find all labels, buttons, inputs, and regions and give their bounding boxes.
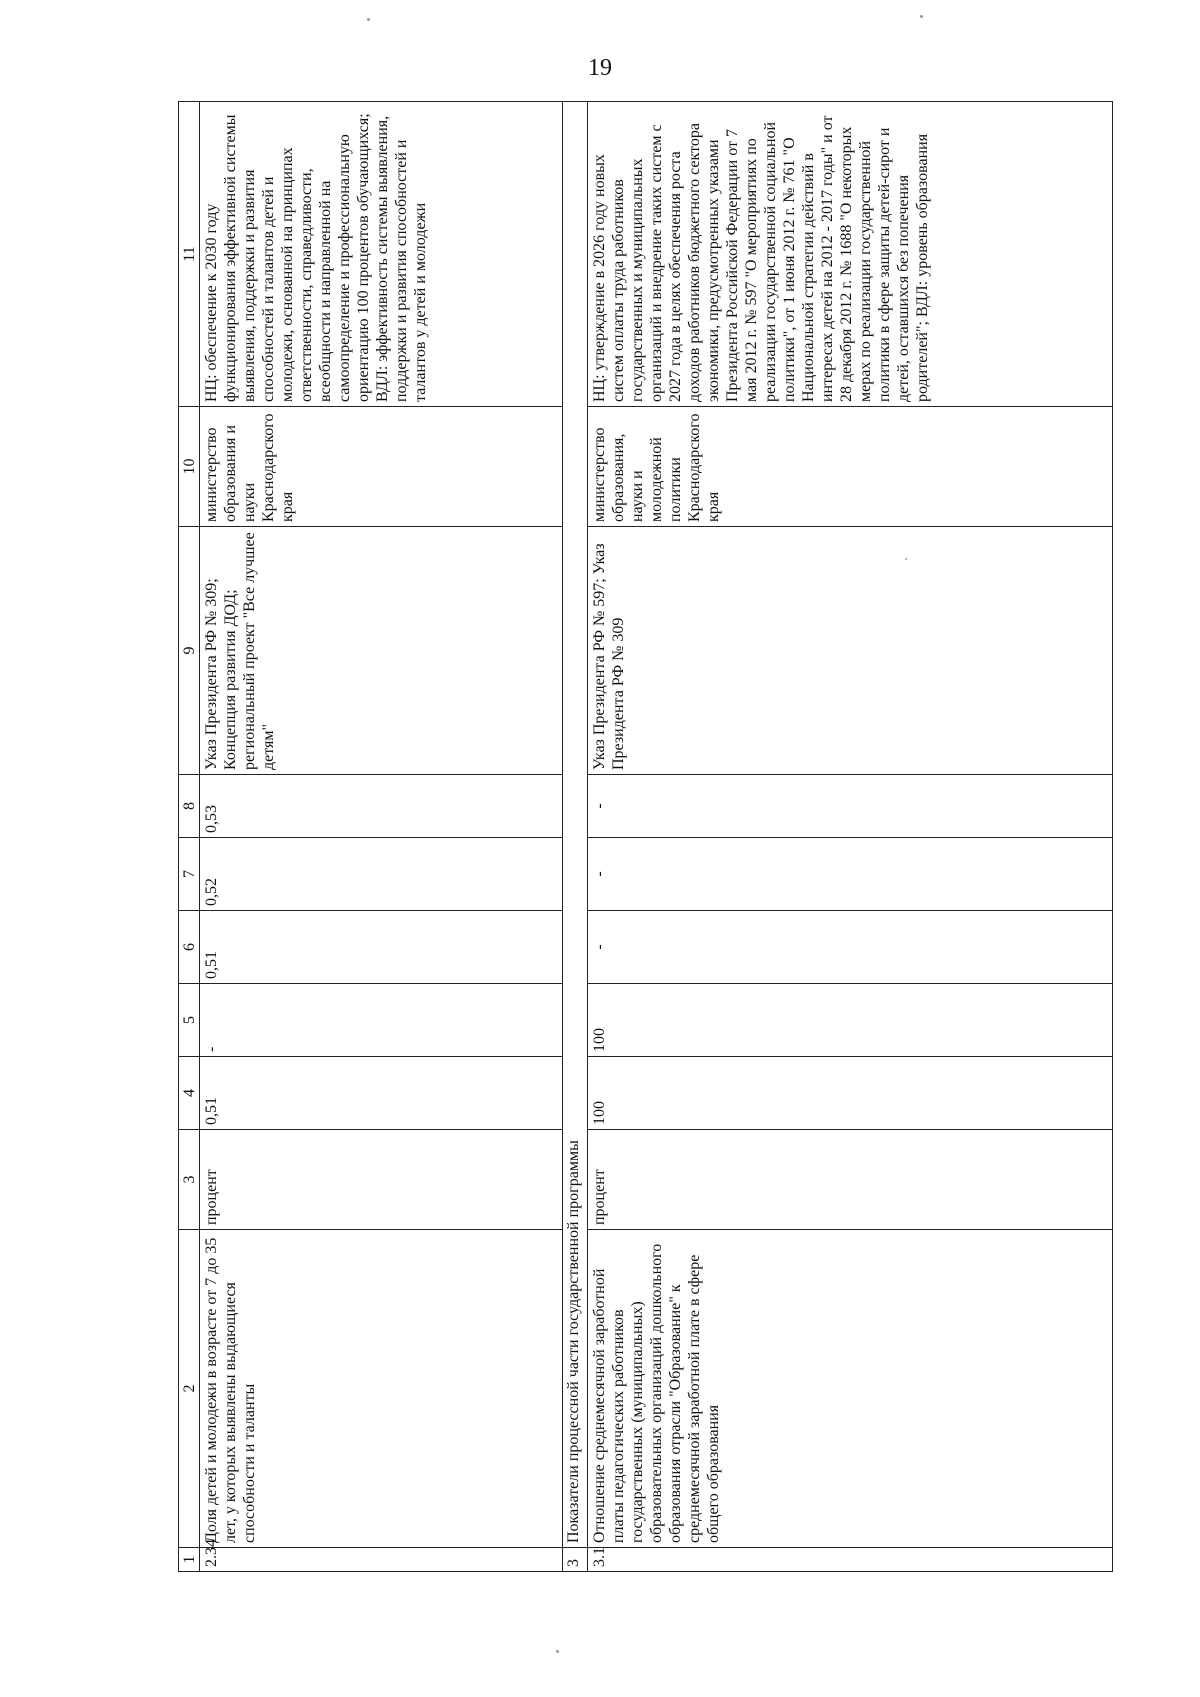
indicator-name: Доля детей и молодежи в возрасте от 7 до 35 лет, у которых выявлены выдающиеся способности и таланты	[200, 1230, 563, 1548]
scan-speck	[556, 1650, 559, 1653]
header-cell: 5	[179, 984, 200, 1057]
legal-basis: Указ Президента РФ № 597; Указ Президента РФ № 309	[588, 527, 1113, 775]
header-cell: 10	[179, 407, 200, 527]
value-cell: 100	[588, 984, 1113, 1057]
value-cell: -	[200, 984, 563, 1057]
value-cell: 0,52	[200, 838, 563, 911]
value-cell: 100	[588, 1057, 1113, 1130]
row-number: 3.1	[588, 1548, 1113, 1572]
header-cell: 4	[179, 1057, 200, 1130]
header-cell: 1	[179, 1548, 200, 1572]
rotated-table-container	[178, 102, 1113, 1572]
legal-basis: Указ Президента РФ № 309; Концепция развития ДОД; региональный проект "Все лучшее детям"	[200, 527, 563, 775]
header-cell: 2	[179, 1230, 200, 1548]
goal-link: НЦ: утверждение в 2026 году новых систем оплаты труда работников государственных и муниципальных организаций и внедрение таких систем с 2027 года в целях обеспечения роста доходов работников бюджетного сектора экономики, предусмотренных указами Президента Российской Федерации от 7 мая 2012 г. № 597 "О мероприятиях по реализации государственной социальной политики", от 1 июня 2012 г. № 761 "О Национальной стратегии действий в интересах детей на 2012 - 2017 годы" и от 28 декабря 2012 г. № 1688 "О некоторых мерах по реализации государственной политики в сфере защиты детей-сирот и детей, оставшихся без попечения родителей"; ВДЛ: уровень образования	[588, 102, 1113, 407]
row-number: 2.34	[200, 1548, 563, 1572]
goal-link: НЦ: обеспечение к 2030 году функционирования эффективной системы выявления, поддержки и развития способностей и талантов детей и молодежи, основанной на принципах ответственности, справедливости, всеобщности и направленной на самоопределение и профессиональную ориентацию 100 процентов обучающихся; ВДЛ: эффективность системы выявления, поддержки и развития способностей и талантов у детей и молодежи	[200, 102, 563, 407]
page-number: 19	[588, 55, 612, 81]
table-header-row	[179, 102, 200, 1572]
indicator-name: Отношение среднемесячной заработной платы педагогических работников государственных (муниципальных) образовательных организаций дошкольного образования отрасли "Образование" к среднемесячной заработной плате в сфере общего образования	[588, 1230, 1113, 1548]
section-row	[563, 102, 588, 1572]
responsible-body: министерство образования, науки и молодежной политики Краснодарского края	[588, 407, 1113, 527]
scan-speck	[367, 18, 370, 21]
table-row	[588, 102, 1113, 1572]
value-cell: -	[588, 911, 1113, 984]
value-cell: -	[588, 838, 1113, 911]
unit: процент	[588, 1130, 1113, 1230]
header-cell: 11	[179, 102, 200, 407]
scan-speck	[920, 15, 923, 18]
section-title: Показатели процессной части государственной программы	[563, 102, 588, 1548]
unit: процент	[200, 1130, 563, 1230]
header-cell: 8	[179, 775, 200, 838]
value-cell: 0,51	[200, 1057, 563, 1130]
header-cell: 3	[179, 1130, 200, 1230]
header-cell: 9	[179, 527, 200, 775]
header-cell: 6	[179, 911, 200, 984]
value-cell: -	[588, 775, 1113, 838]
value-cell: 0,51	[200, 911, 563, 984]
section-number: 3	[563, 1548, 588, 1572]
scan-speck	[905, 558, 907, 560]
table-row	[200, 102, 563, 1572]
value-cell: 0,53	[200, 775, 563, 838]
responsible-body: министерство образования и науки Краснодарского края	[200, 407, 563, 527]
header-cell: 7	[179, 838, 200, 911]
indicators-table	[178, 101, 1113, 1572]
